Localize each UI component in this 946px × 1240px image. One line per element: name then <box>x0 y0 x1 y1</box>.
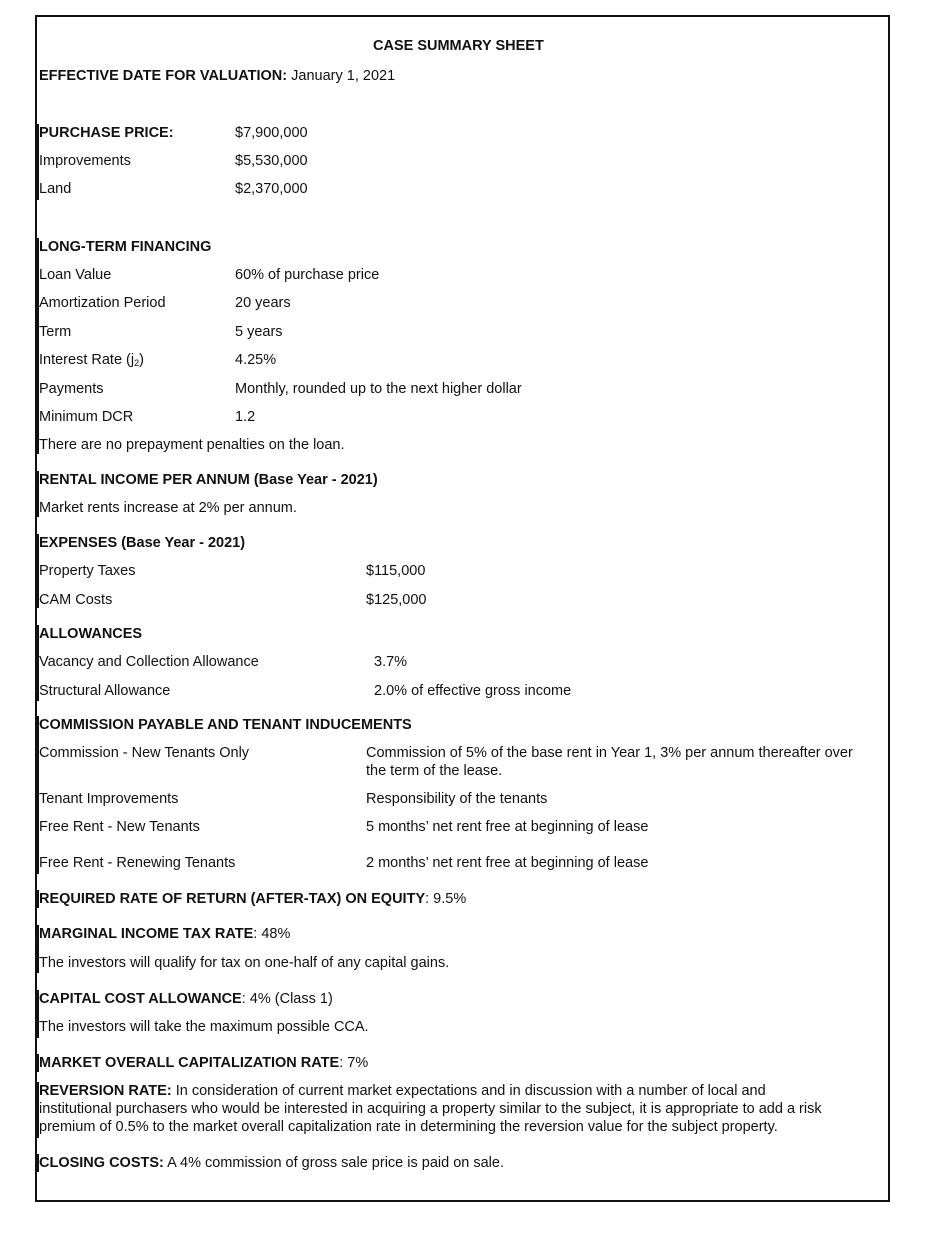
amortization-value: 20 years <box>235 295 291 311</box>
vacancy-value: 3.7% <box>374 654 408 670</box>
purchase-price-heading: PURCHASE PRICE: <box>39 125 174 141</box>
interest-label-close: ) <box>139 352 144 368</box>
rental-heading: RENTAL INCOME PER ANNUM (Base Year - 2021) <box>39 472 378 488</box>
cam-costs-value: $125,000 <box>366 592 427 608</box>
cca-value: : 4% (Class 1) <box>241 991 333 1007</box>
commission-new-line2: the term of the lease. <box>366 763 503 779</box>
min-dcr-value: 1.2 <box>235 409 256 425</box>
free-rent-renew-label: Free Rent - Renewing Tenants <box>39 855 236 871</box>
interest-rate-value: 4.25% <box>235 352 277 368</box>
financing-note: There are no prepayment penalties on the loan. <box>39 437 345 453</box>
amortization-label: Amortization Period <box>39 295 166 311</box>
allowances-heading: ALLOWANCES <box>39 626 143 642</box>
loan-value: 60% of purchase price <box>235 267 380 283</box>
cca <box>39 990 333 1008</box>
commission-new-line1: Commission of 5% of the base rent in Year 1, 3% per annum thereafter over <box>366 745 853 761</box>
tax-rate <box>39 925 290 943</box>
tax-rate-note: The investors will qualify for tax on one-half of any capital gains. <box>39 955 450 971</box>
payments-value: Monthly, rounded up to the next higher dollar <box>235 381 522 397</box>
required-return-value: : 9.5% <box>425 891 467 907</box>
effective-date-value: January 1, 2021 <box>287 68 396 84</box>
free-rent-renew-value: 2 months’ net rent free at beginning of lease <box>366 855 649 871</box>
loan-value-label: Loan Value <box>39 267 112 283</box>
effective-date <box>39 67 395 85</box>
commission-new-label: Commission - New Tenants Only <box>39 745 250 761</box>
cap-rate <box>39 1054 368 1072</box>
min-dcr-label: Minimum DCR <box>39 409 134 425</box>
expenses-heading: EXPENSES (Base Year - 2021) <box>39 535 246 551</box>
purchase-price-value: $7,900,000 <box>235 125 308 141</box>
effective-date-label: EFFECTIVE DATE FOR VALUATION: <box>39 68 288 84</box>
tenant-improvements-value: Responsibility of the tenants <box>366 791 548 807</box>
rental-note: Market rents increase at 2% per annum. <box>39 500 297 516</box>
free-rent-new-value: 5 months’ net rent free at beginning of lease <box>366 819 649 835</box>
improvements-value: $5,530,000 <box>235 153 308 169</box>
reversion-line2: institutional purchasers who would be interested in acquiring a property similar to the subject, it is appropriate to add a risk <box>39 1101 822 1117</box>
improvements-label: Improvements <box>39 153 131 169</box>
tax-rate-label: MARGINAL INCOME TAX RATE <box>39 926 254 942</box>
property-taxes-value: $115,000 <box>366 563 426 579</box>
structural-value: 2.0% of effective gross income <box>374 683 572 699</box>
property-taxes-label: Property Taxes <box>39 563 136 579</box>
closing-costs <box>39 1154 504 1172</box>
required-return-label: REQUIRED RATE OF RETURN (AFTER-TAX) ON EQUITY <box>39 891 426 907</box>
reversion-text-1: In consideration of current market expectations and in discussion with a number of local and <box>171 1083 766 1099</box>
required-return <box>39 890 466 908</box>
tax-rate-value: : 48% <box>253 926 291 942</box>
cca-label: CAPITAL COST ALLOWANCE <box>39 991 242 1007</box>
interest-label-text: Interest Rate (j <box>39 352 135 368</box>
land-label: Land <box>39 181 72 197</box>
term-value: 5 years <box>235 324 283 340</box>
cam-costs-label: CAM Costs <box>39 592 113 608</box>
tenant-improvements-label: Tenant Improvements <box>39 791 179 807</box>
interest-label-subscript: 2 <box>134 358 140 368</box>
reversion-label: REVERSION RATE: <box>39 1083 172 1099</box>
free-rent-new-label: Free Rent - New Tenants <box>39 819 200 835</box>
cap-rate-value: : 7% <box>339 1055 369 1071</box>
financing-heading: LONG-TERM FINANCING <box>39 239 212 255</box>
cap-rate-label: MARKET OVERALL CAPITALIZATION RATE <box>39 1055 340 1071</box>
closing-costs-label: CLOSING COSTS: <box>39 1155 164 1171</box>
page-title: CASE SUMMARY SHEET <box>373 38 544 54</box>
closing-costs-value: A 4% commission of gross sale price is paid on sale. <box>163 1155 504 1171</box>
reversion-line3: premium of 0.5% to the market overall capitalization rate in determining the reversion value for the subject property. <box>39 1119 778 1135</box>
interest-rate-label <box>39 351 144 372</box>
term-label: Term <box>39 324 72 340</box>
cca-note: The investors will take the maximum possible CCA. <box>39 1019 369 1035</box>
vacancy-label: Vacancy and Collection Allowance <box>39 654 259 670</box>
reversion-line1 <box>39 1082 766 1100</box>
commission-heading: COMMISSION PAYABLE AND TENANT INDUCEMENTS <box>39 717 412 733</box>
structural-label: Structural Allowance <box>39 683 171 699</box>
land-value: $2,370,000 <box>235 181 308 197</box>
payments-label: Payments <box>39 381 104 397</box>
